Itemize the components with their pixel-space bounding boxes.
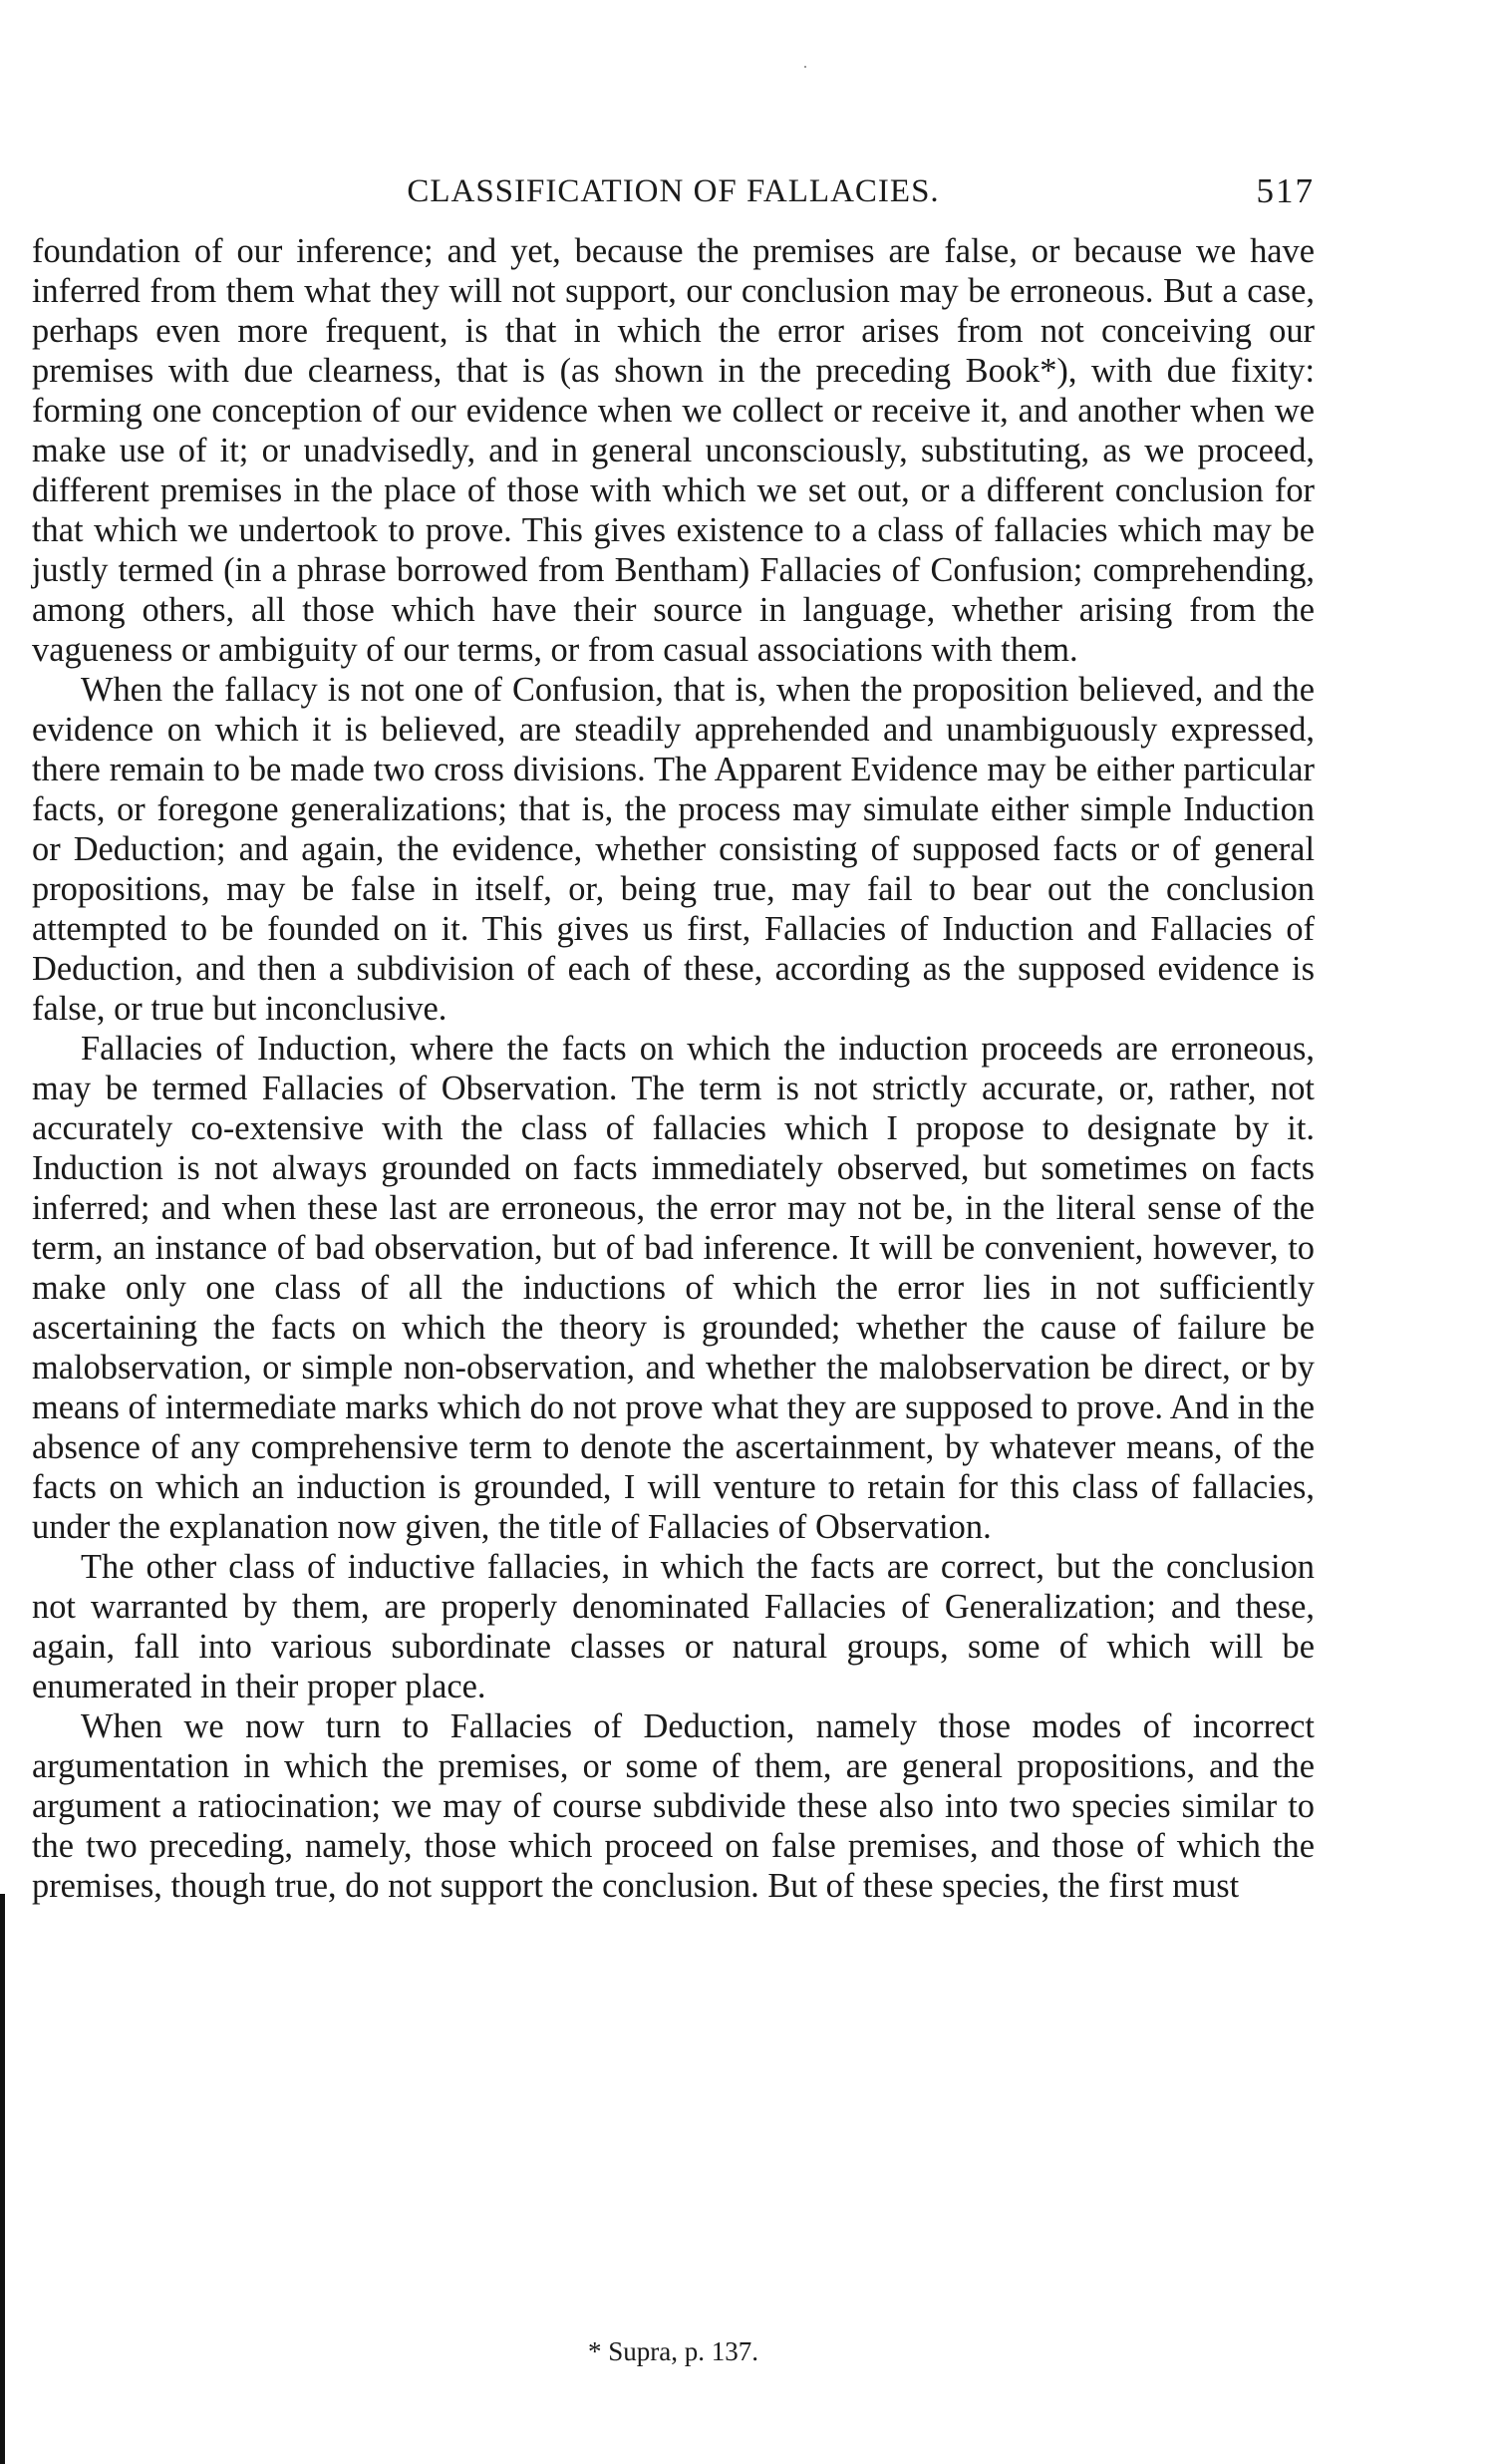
running-title: CLASSIFICATION OF FALLACIES. (407, 173, 940, 209)
paragraph-deduction: When we now turn to Fallacies of Deduction, namely those modes of incorrect argumentation in which the premises, or some of them, are general propositions, and the argument a ratiocination; we may of course subdivide these also into two species similar to the two preceding, namely, those which proceed on false premises, and those of which the premises, though true, do not support the conclusion. But of these species, the first must (32, 1707, 1315, 1905)
paper-speck (804, 66, 806, 68)
body-text (32, 231, 1315, 1906)
paragraph-generalization: The other class of inductive fallacies, in which the facts are correct, but the conclusion not warranted by them, are properly denominated Fallacies of Generalization; and these, again, fall into various subordinate classes or natural groups, some of which will be enumerated in their proper place. (32, 1548, 1315, 1705)
paragraph-continuation: foundation of our inference; and yet, because the premises are false, or because we have inferred from them what they will not support, our conclusion may be erroneous. But a case, perhaps even more frequent, is that in which the error arises from not conceiving our premises with due clearness, that is (as shown in the preceding Book*), with due fixity: forming one conception of our evidence when we collect or receive it, and another when we make use of it; or unadvisedly, and in general unconsciously, substituting, as we proceed, different premises in the place of those with which we set out, or a different conclusion for that which we undertook to prove. This gives existence to a class of fallacies which may be justly termed (in a phrase borrowed from Bentham) Fallacies of Confusion; comprehending, among others, all those which have their source in language, whether arising from the vagueness or ambiguity of our terms, or from casual associations with them. (32, 232, 1315, 669)
page-number: 517 (1256, 171, 1315, 210)
binding-edge (0, 1894, 5, 2464)
paragraph-observation: Fallacies of Induction, where the facts on which the induction proceeds are erroneous, may be termed Fallacies of Observation. The term is not strictly accurate, or, rather, not accurately co-extensive with the class of fallacies which I propose to designate by it. Induction is not always grounded on facts immediately observed, but sometimes on facts inferred; and when these last are erroneous, the error may not be, in the literal sense of the term, an instance of bad observation, but of bad inference. It will be convenient, however, to make only one class of all the inductions of which the error lies in not sufficiently ascertaining the facts on which the theory is grounded; whether the cause of failure be malobservation, or simple non-observation, and whether the malobservation be direct, or by means of intermediate marks which do not prove what they are supposed to prove. And in the absence of any comprehensive term to denote the ascertainment, by whatever means, of the facts on which an induction is grounded, I will venture to retain for this class of fallacies, under the explanation now given, the title of Fallacies of Observation. (32, 1030, 1315, 1546)
footnote: * Supra, p. 137. (588, 2336, 758, 2366)
paragraph-confusion: When the fallacy is not one of Confusion, that is, when the proposition believed, and the evidence on which it is believed, are steadily apprehended and unambiguously expressed, there remain to be made two cross divisions. The Apparent Evidence may be either particular facts, or foregone generalizations; that is, the process may simulate either simple Induction or Deduction; and again, the evidence, whether consisting of supposed facts or of general propositions, may be false in itself, or, being true, may fail to bear out the conclusion attempted to be founded on it. This gives us first, Fallacies of Induction and Fallacies of Deduction, and then a subdivision of each of these, according as the supposed evidence is false, or true but inconclusive. (32, 671, 1315, 1028)
running-head (32, 169, 1315, 213)
